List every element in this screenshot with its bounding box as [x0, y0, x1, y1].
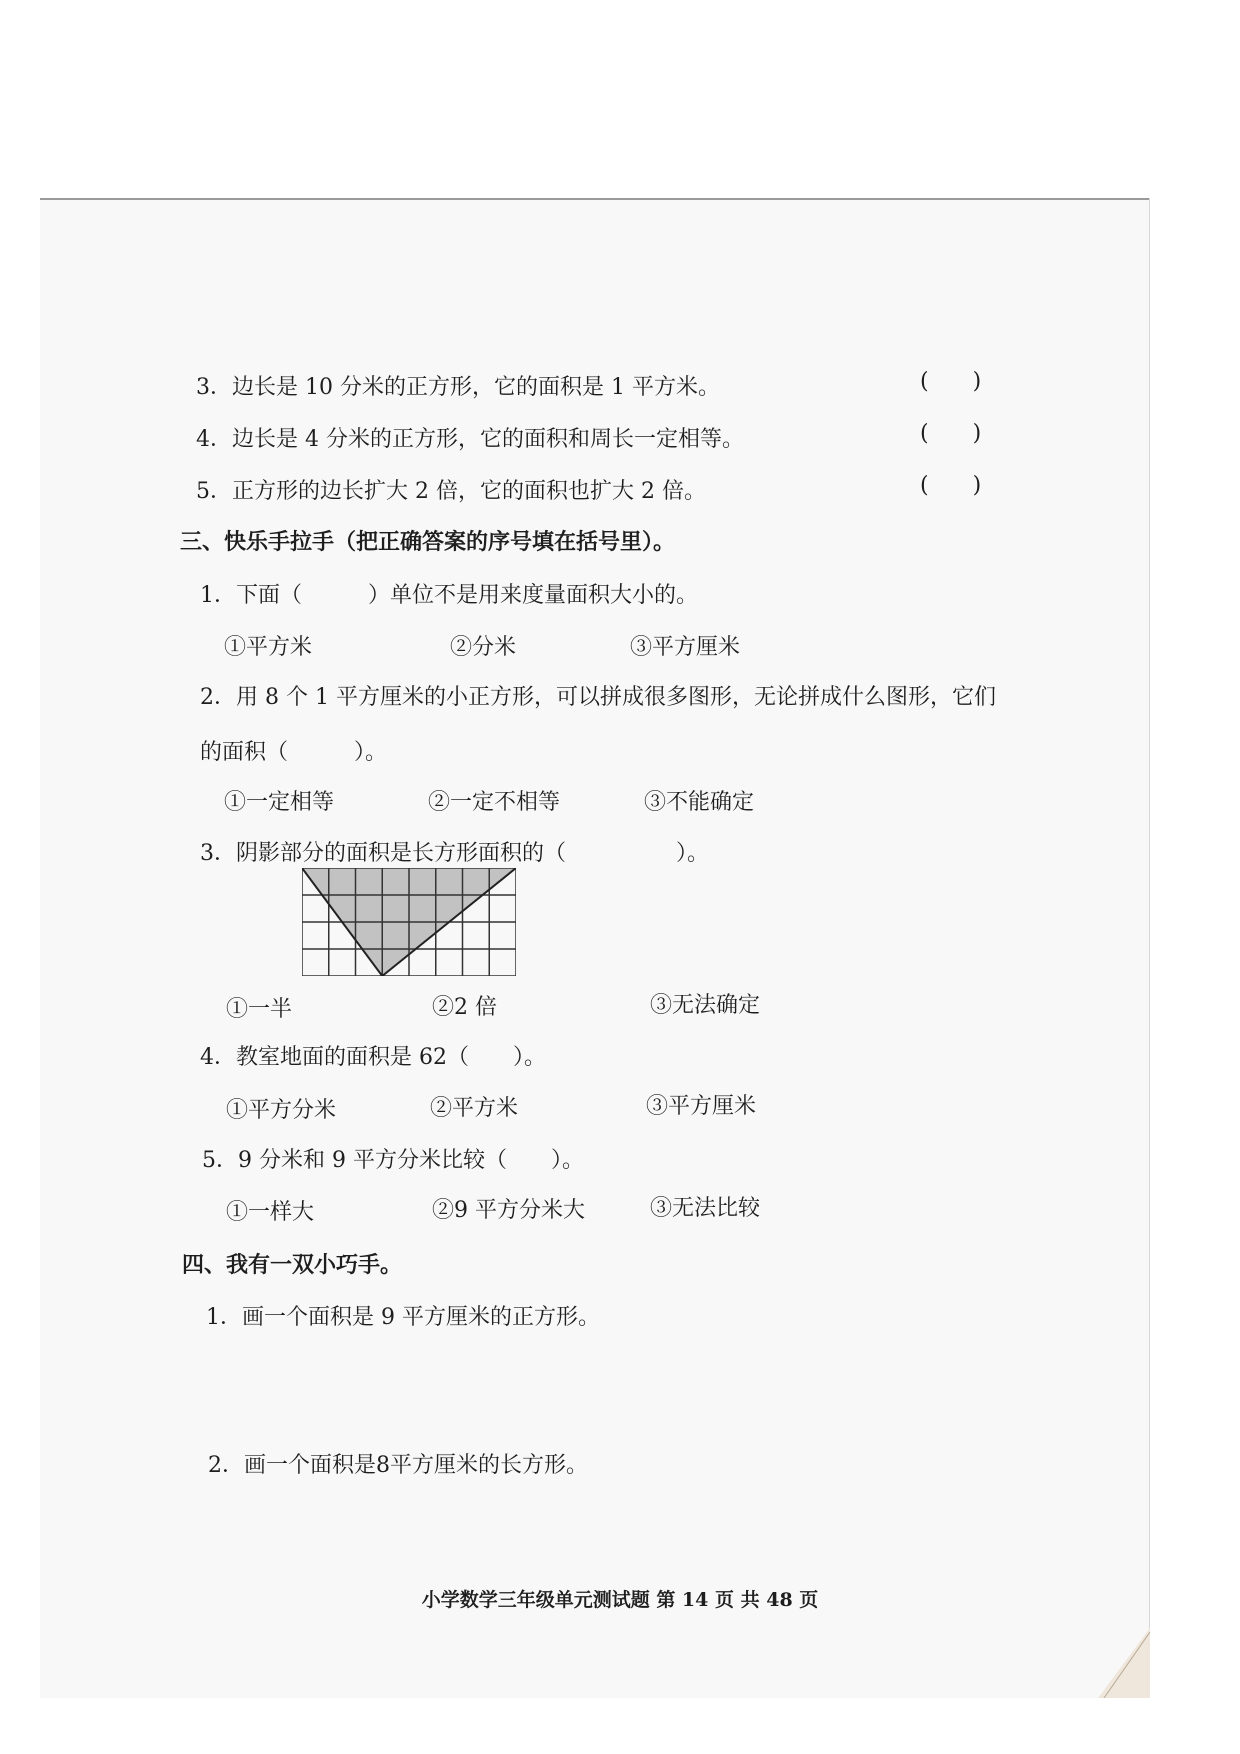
q5-option-3: ③无法比较: [650, 1196, 761, 1221]
q4-option-2: ②平方米: [430, 1096, 519, 1121]
drawing-task-2: 2．画一个面积是8平方厘米的长方形。: [208, 1453, 588, 1478]
q5-option-2: ②9 平方分米大: [432, 1198, 585, 1223]
tf-item-3: 3．边长是 10 分米的正方形，它的面积是 1 平方米。: [196, 375, 720, 400]
q1-option-1: ①平方米: [224, 635, 313, 660]
question-2-line-2: 的面积（ ）。: [200, 740, 388, 765]
tf-item-5: 5．正方形的边长扩大 2 倍，它的面积也扩大 2 倍。: [196, 479, 706, 504]
question-3: 3．阴影部分的面积是长方形面积的（ ）。: [200, 841, 709, 866]
section-4-title: 四、我有一双小巧手。: [182, 1252, 403, 1278]
grid-rectangle-figure: [302, 868, 516, 976]
tf-item-5-answer-blank[interactable]: ( ): [920, 473, 982, 498]
section-3-title: 三、快乐手拉手（把正确答案的序号填在括号里）。: [180, 529, 676, 555]
page-top-rule: [40, 198, 1150, 200]
question-4: 4．教室地面的面积是 62（ ）。: [200, 1045, 546, 1070]
q1-option-3: ③平方厘米: [630, 635, 741, 660]
tf-item-4: 4．边长是 4 分米的正方形，它的面积和周长一定相等。: [196, 427, 744, 452]
q1-option-2: ②分米: [450, 635, 517, 660]
tf-item-4-answer-blank[interactable]: ( ): [920, 421, 982, 446]
page-right-edge: [1149, 198, 1150, 1698]
question-2-line-1: 2．用 8 个 1 平方厘米的小正方形，可以拼成很多图形，无论拼成什么图形，它们: [200, 685, 996, 710]
question-1: 1．下面（ ）单位不是用来度量面积大小的。: [200, 583, 698, 608]
q5-option-1: ①一样大: [226, 1200, 315, 1225]
question-5: 5．9 分米和 9 平方分米比较（ ）。: [202, 1148, 584, 1173]
q2-option-1: ①一定相等: [224, 790, 335, 815]
q2-option-2: ②一定不相等: [428, 790, 561, 815]
q2-option-3: ③不能确定: [644, 790, 755, 815]
page-footer: 小学数学三年级单元测试题 第 14 页 共 48 页: [421, 1589, 819, 1611]
q3-option-3: ③无法确定: [650, 993, 761, 1018]
q3-option-2: ②2 倍: [432, 995, 497, 1020]
page-corner-scan-mark: [1098, 1628, 1150, 1698]
q3-option-1: ①一半: [226, 997, 293, 1022]
q4-option-3: ③平方厘米: [646, 1094, 757, 1119]
drawing-task-1: 1．画一个面积是 9 平方厘米的正方形。: [206, 1305, 600, 1330]
tf-item-3-answer-blank[interactable]: ( ): [920, 369, 982, 394]
q4-option-1: ①平方分米: [226, 1098, 337, 1123]
